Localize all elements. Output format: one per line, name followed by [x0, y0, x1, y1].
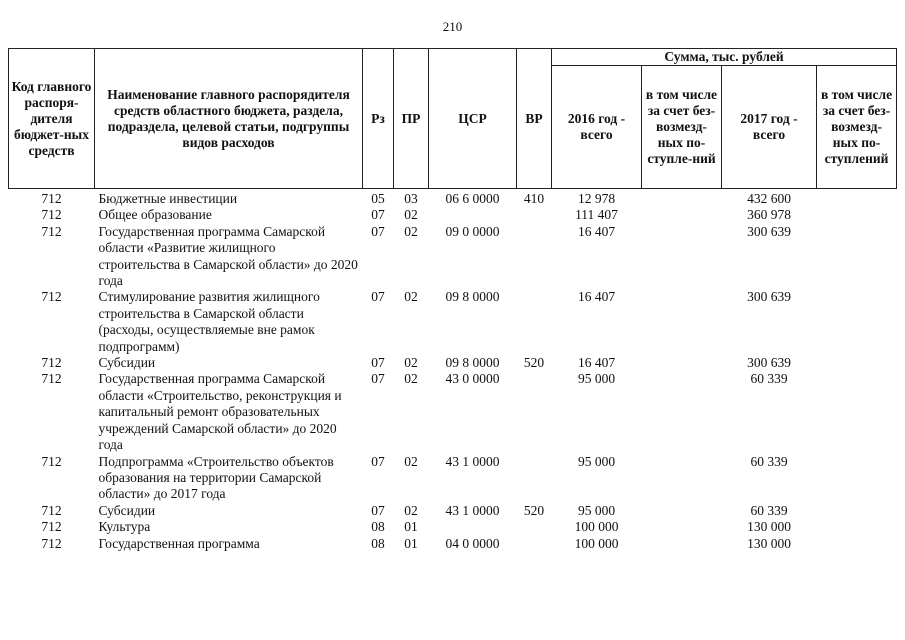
- cell-code: 712: [41, 289, 62, 305]
- cell-2017-total: 60 339: [750, 502, 788, 518]
- cell-rz: 08: [371, 535, 385, 551]
- cell-csr: [429, 519, 517, 535]
- cell-csr: 06 6 0000: [445, 191, 500, 206]
- cell-pr: 01: [404, 535, 418, 551]
- header-pr: ПР: [394, 49, 429, 189]
- cell-2017-total: 300 639: [747, 289, 791, 305]
- cell-csr: 09 8 0000: [445, 355, 500, 371]
- cell-vr: [517, 536, 552, 552]
- cell-csr: 09 8 0000: [445, 289, 500, 305]
- cell-pr: 01: [404, 519, 418, 535]
- cell-2017-free: [817, 503, 897, 519]
- cell-name: Государственная программа Самарской области «Развитие жилищного строительства в Самарской области» до 2020 года: [98, 223, 358, 289]
- cell-2016-free: [642, 224, 722, 290]
- header-vr: ВР: [517, 49, 552, 189]
- cell-code: 712: [41, 223, 62, 239]
- cell-name: Бюджетные инвестиции: [98, 191, 238, 206]
- cell-2017-total: 130 000: [747, 519, 791, 535]
- cell-2017-total: 300 639: [747, 223, 791, 239]
- table-row: [9, 289, 897, 355]
- cell-2017-total: 60 339: [750, 371, 788, 387]
- cell-2016-total: 16 407: [577, 223, 616, 239]
- cell-2016-free: [642, 207, 722, 223]
- cell-2017-total: 360 978: [747, 207, 791, 223]
- cell-2016-free: [642, 536, 722, 552]
- header-csr: ЦСР: [429, 49, 517, 189]
- cell-2017-total: 60 339: [750, 453, 788, 469]
- table-row: [9, 207, 897, 223]
- cell-2016-free: [642, 355, 722, 371]
- cell-vr: [517, 207, 552, 223]
- cell-2016-total: 95 000: [577, 502, 616, 518]
- cell-pr: 02: [404, 371, 418, 387]
- cell-2017-free: [817, 355, 897, 371]
- cell-2017-free: [817, 289, 897, 355]
- cell-pr: 02: [404, 207, 418, 223]
- page-number: 210: [442, 19, 463, 34]
- cell-vr: [517, 519, 552, 535]
- header-name: Наименование главного распорядителя средств областного бюджета, раздела, подраздела, целевой статьи, подгруппы видов расходов: [95, 49, 363, 189]
- cell-vr: 410: [523, 191, 545, 206]
- cell-name: Культура: [98, 519, 151, 535]
- cell-2016-total: 95 000: [577, 453, 616, 469]
- cell-vr: [517, 371, 552, 453]
- cell-rz: 07: [371, 371, 385, 387]
- table-row: [9, 503, 897, 519]
- header-sum-group: Сумма, тыс. рублей: [552, 49, 897, 66]
- table-row: [9, 355, 897, 371]
- cell-code: 712: [41, 191, 62, 206]
- cell-2017-free: [817, 189, 897, 208]
- cell-name: Субсидии: [98, 355, 156, 371]
- table-row: [9, 454, 897, 503]
- cell-csr: 43 1 0000: [445, 502, 500, 518]
- cell-2016-total: 16 407: [577, 289, 616, 305]
- cell-code: 712: [41, 502, 62, 518]
- cell-2017-free: [817, 519, 897, 535]
- header-code: Код главного распоря-дителя бюджет-ных средств: [9, 49, 95, 189]
- cell-rz: 08: [371, 519, 385, 535]
- table-body: [9, 189, 897, 552]
- cell-rz: 07: [371, 453, 385, 469]
- cell-rz: 07: [371, 223, 385, 239]
- cell-csr: 09 0 0000: [445, 223, 500, 239]
- cell-code: 712: [41, 535, 62, 551]
- cell-2017-free: [817, 371, 897, 453]
- cell-2016-free: [642, 454, 722, 503]
- cell-rz: 05: [371, 191, 385, 206]
- cell-csr: 43 1 0000: [445, 453, 500, 469]
- cell-csr: [429, 207, 517, 223]
- cell-2016-free: [642, 189, 722, 208]
- table-row: [9, 224, 897, 290]
- cell-2016-free: [642, 371, 722, 453]
- cell-2017-total: 432 600: [747, 191, 791, 206]
- cell-2016-free: [642, 503, 722, 519]
- cell-name: Подпрограмма «Строительство объектов образования на территории Самарской области» до 2017 года: [98, 453, 334, 502]
- cell-2017-free: [817, 454, 897, 503]
- cell-code: 712: [41, 519, 62, 535]
- cell-name: Общее образование: [98, 207, 212, 223]
- cell-rz: 07: [371, 207, 385, 223]
- cell-rz: 07: [371, 502, 385, 518]
- cell-2016-total: 100 000: [574, 535, 619, 551]
- cell-vr: 520: [523, 502, 545, 518]
- header-2017-free: в том числе за счет без-возмезд-ных по-ступлений: [817, 66, 897, 189]
- table-row: [9, 189, 897, 208]
- cell-rz: 07: [371, 355, 385, 371]
- cell-pr: 02: [404, 453, 418, 469]
- cell-2016-total: 16 407: [577, 355, 616, 371]
- cell-rz: 07: [371, 289, 385, 305]
- cell-2017-free: [817, 536, 897, 552]
- cell-pr: 02: [404, 502, 418, 518]
- cell-pr: 02: [404, 223, 418, 239]
- cell-2016-total: 12 978: [577, 191, 616, 206]
- cell-pr: 02: [404, 289, 418, 305]
- header-rz: Рз: [363, 49, 394, 189]
- cell-pr: 03: [404, 191, 418, 206]
- cell-code: 712: [41, 207, 62, 223]
- header-2016-total: 2016 год - всего: [552, 66, 642, 189]
- cell-vr: 520: [523, 355, 545, 371]
- budget-table: [8, 48, 897, 552]
- cell-vr: [517, 289, 552, 355]
- cell-name: Стимулирование развития жилищного строительства в Самарской области (расходы, осуществляемые вне рамок подпрограмм): [98, 289, 320, 354]
- table-row: [9, 536, 897, 552]
- cell-vr: [517, 224, 552, 290]
- table-row: [9, 371, 897, 453]
- cell-2017-free: [817, 207, 897, 223]
- header-2017-total: 2017 год - всего: [722, 66, 817, 189]
- cell-2016-total: 95 000: [577, 371, 616, 387]
- cell-2017-free: [817, 224, 897, 290]
- cell-name: Государственная программа: [98, 535, 260, 551]
- cell-2016-total: 100 000: [574, 519, 619, 535]
- cell-2016-free: [642, 519, 722, 535]
- cell-name: Государственная программа Самарской области «Строительство, реконструкция и капитальный ремонт образовательных учреждений Самарской области» до 2020 года: [98, 371, 342, 453]
- header-2016-free: в том числе за счет без-возмезд-ных по-ступле-ний: [642, 66, 722, 189]
- cell-2017-total: 300 639: [747, 355, 791, 371]
- cell-code: 712: [41, 355, 62, 371]
- cell-code: 712: [41, 371, 62, 387]
- cell-2017-total: 130 000: [747, 535, 791, 551]
- cell-csr: 43 0 0000: [445, 371, 500, 387]
- table-row: [9, 519, 897, 535]
- cell-vr: [517, 454, 552, 503]
- cell-pr: 02: [404, 355, 418, 371]
- cell-name: Субсидии: [98, 502, 156, 518]
- cell-code: 712: [41, 453, 62, 469]
- cell-2016-free: [642, 289, 722, 355]
- cell-2016-total: 111 407: [575, 207, 618, 223]
- cell-csr: 04 0 0000: [445, 535, 500, 551]
